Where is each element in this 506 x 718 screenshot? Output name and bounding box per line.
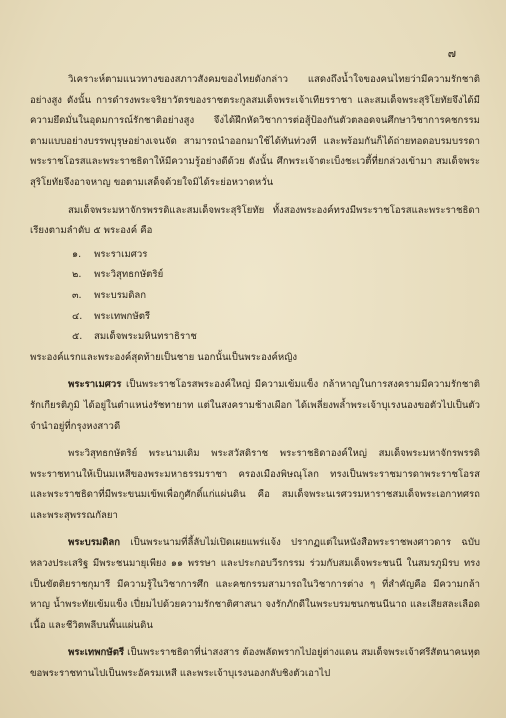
paragraph-boromdilok: พระบรมดิลก เป็นพระนามที่ลี้ลับไม่เปิดเผยแพร่แจ้ง ปรากฏแต่ในหนังสือพระราชพงศาวดาร ฉบับหลวงประเสริฐ มีพระชนมายุเพียง ๑๑ พรรษา และประกอบวีรกรรม ร่วมกับสมเด็จพระชนนี ในสมรภูมิรบ ทรงเป็นขัตติยราชกุมารี มีความรู้ในวิชาการศึก และคชกรรมสามารถในวิชาการต่าง ๆ ที่สำคัญคือ มีความกล้าหาญ น้ำพระทัยเข้มแข็ง เปี่ยมไปด้วยความรักชาติศาสนา จงรักภักดีในพระบรมชนกชนนีนาถ และเสียสละเลือดเนื้อ และชีวิตพลีบนพื้นแผ่นดิน <box>30 537 480 631</box>
paragraph-wisut: พระวิสุทธกษัตริย์ พระนามเดิม พระสวัสดิราช พระราชธิดาองค์ใหญ่ สมเด็จพระมหาจักรพรรดิพระราชทานให้เป็นมเหสีของพระมหาธรรมราชา ครองเมืองพิษณุโลก ทรงเป็นพระราชมารดาพระราชโอรสและพระราชธิดาที่มีพระขนมเข้พเพื่อกูศักดิ์แก่แผ่นดิน คือ สมเด็จพระนเรศวรมหาราชสมเด็จพระเอกาทศรถ และพระสุพรรณกัลยา <box>30 448 480 521</box>
list-item: ๔. พระเทพกษัตรี <box>72 310 151 322</box>
list-item: ๑. พระราเมศวร <box>72 248 148 260</box>
body-text <box>30 70 480 685</box>
list-item: ๕. สมเด็จพระมหินทราธิราช <box>72 331 197 343</box>
intro-paragraph: วิเคราะห์ตามแนวทางของสภาวสังคมของไทยดังกล่าว แสดงถึงน้ำใจของคนไทยว่ามีความรักชาติอย่างสูง ดังนั้น การดำรงพระจริยาวัตรของราชตระกูลสมเด็จพระเจ้าเทียรราชา และสมเด็จพระสุริโยทัยจึงได้มีความยึดมั่นในอุดมการณ์รักชาติอย่างสูง จึงได้ฝึกหัดวิชาการต่อสู้ป้องกันตัวตลอดจนศึกษาวิชาการคชกรรมตามแบบอย่างบรรพบุรุษอย่างเจนจัด สามารถนำออกมาใช้ได้ทันท่วงที และพร้อมกันก็ได้ถ่ายทอดอบรมบรรดาพระราชโอรสและพระราชธิดาให้มีความรู้อย่างดีด้วย ดังนั้น ศึกพระเจ้าตะเบ็งชะเวตี้ที่ยกล่วงเข้ามา สมเด็จพระสุริโยทัยจึงอาจหาญ ขอตามเสด็จด้วยใจมิได้ระย่อหวาดหวั่น <box>30 74 480 188</box>
paragraph-ramesuan: พระราเมศวร เป็นพระราชโอรสพระองค์ใหญ่ มีความเข้มแข็ง กล้าหาญในการสงครามมีความรักชาติ รักเกียรติภูมิ ได้อยู่ในตำแหน่งรัชทายาท แต่ในสงครามช้างเผือก ได้เพลี่ยงพล้ำพระเจ้าบุเรงนองขอตัวไปเป็นตัวจำนำอยู่ที่กรุงหงสาวดี <box>30 379 480 432</box>
list-item: ๒. พระวิสุทธกษัตริย์ <box>72 269 164 281</box>
children-note: พระองค์แรกและพระองค์สุดท้ายเป็นชาย นอกนั้นเป็นพระองค์หญิง <box>30 351 298 363</box>
list-item: ๓. พระบรมดิลก <box>72 289 147 301</box>
page-number: ๗ <box>447 47 456 60</box>
children-list <box>30 245 480 348</box>
paragraph-thepkasattri: พระเทพกษัตรี เป็นพระราชธิดาที่น่าสงสาร ต้องพลัดพรากไปอยู่ต่างแดน สมเด็จพระเจ้าศรีสัตนาคนหุต ขอพระราชทานไปเป็นพระอัครมเหสี และพระเจ้าบุเรงนองกลับชิงตัวเอาไป <box>30 647 480 680</box>
children-intro: สมเด็จพระมหาจักรพรรดิและสมเด็จพระสุริโยทัย ทั้งสองพระองค์ทรงมีพระราชโอรสและพระราชธิดา เรียงตามลำดับ ๕ พระองค์ คือ <box>30 204 480 237</box>
